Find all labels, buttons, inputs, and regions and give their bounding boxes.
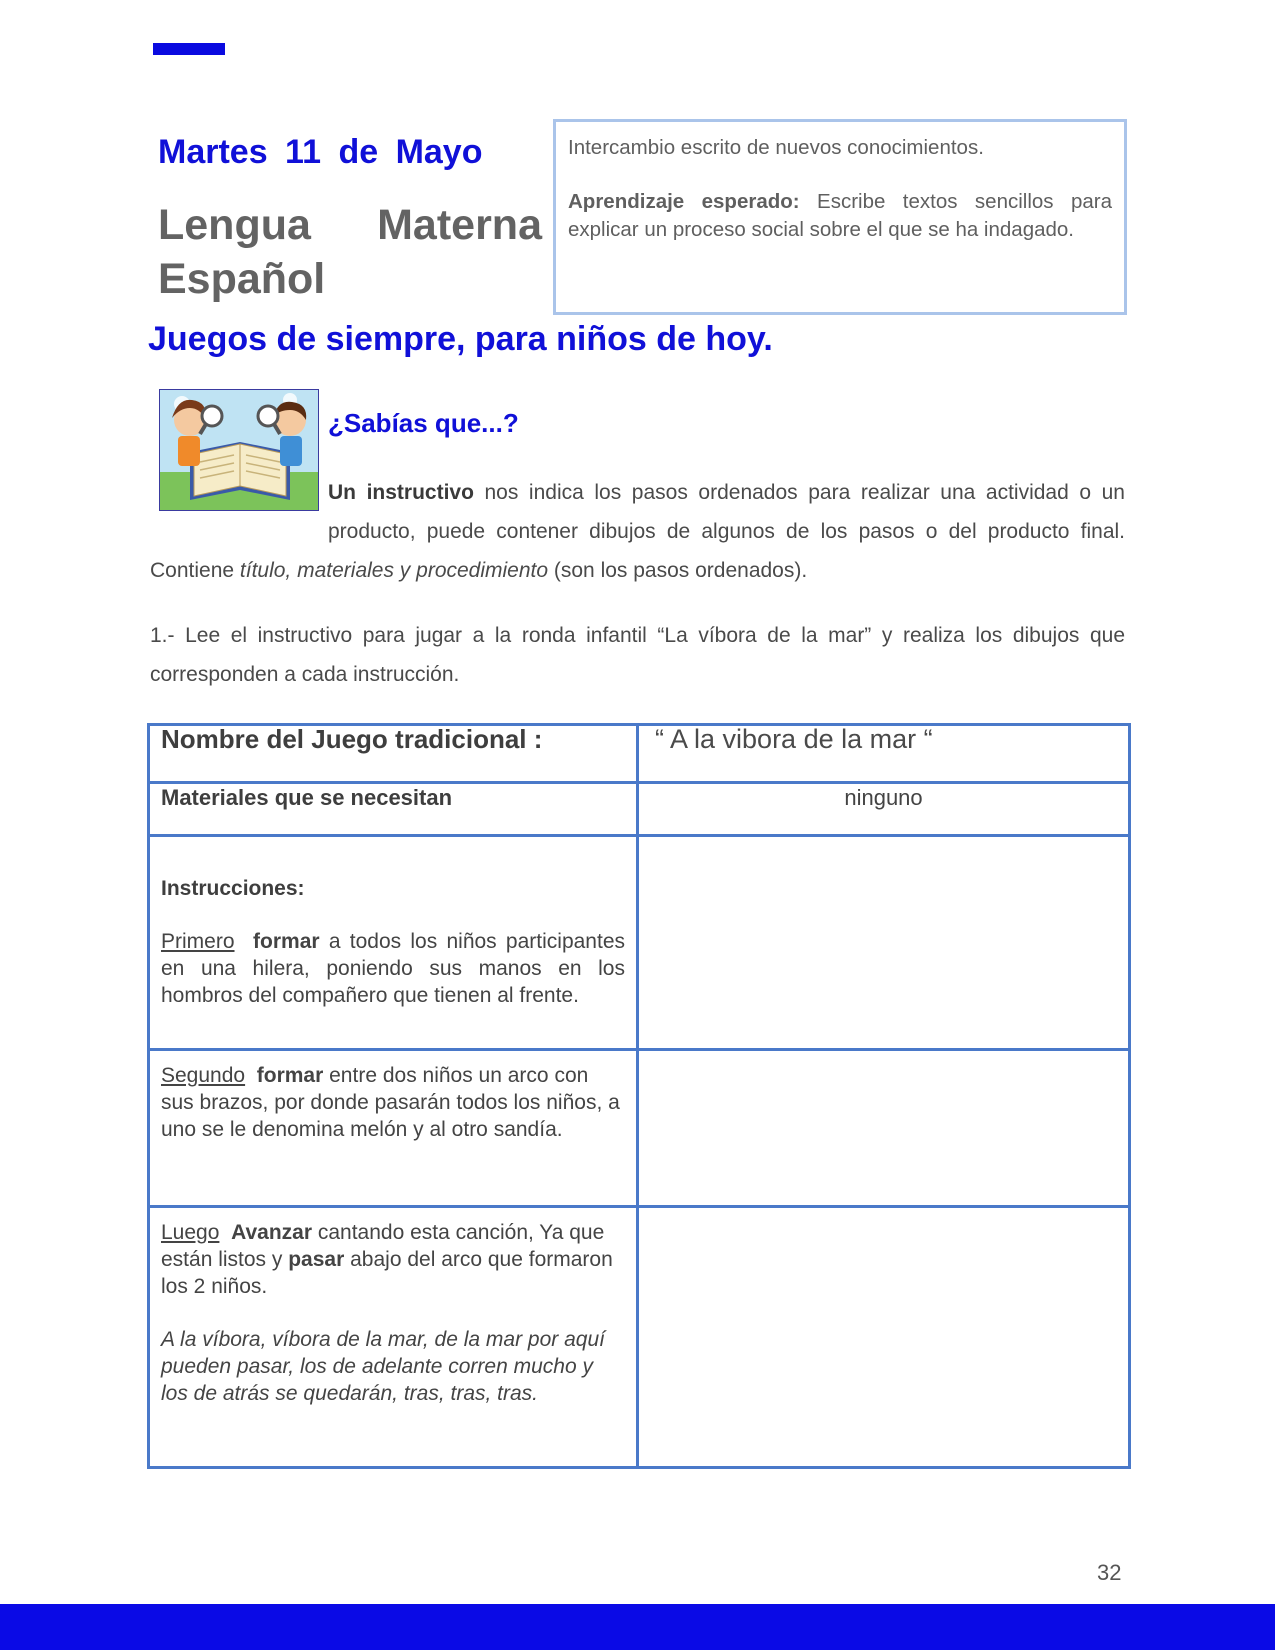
- definition-line-3-pre: Contiene: [150, 559, 240, 582]
- materials-value: ninguno: [638, 783, 1130, 836]
- table-row-step-3: [149, 1207, 1130, 1468]
- step-1-verb: formar: [253, 930, 320, 953]
- step-1-cell: [149, 836, 638, 1050]
- step-2-cell: [149, 1050, 638, 1207]
- step-3-verb-2: pasar: [288, 1248, 345, 1271]
- step-3-word: Luego: [161, 1221, 220, 1244]
- step-1-word: Primero: [161, 930, 235, 953]
- game-name-label: Nombre del Juego tradicional :: [149, 725, 638, 783]
- step-1-text: [161, 928, 625, 1009]
- step-3-description-b: abajo del arco que formaron los 2 niños.: [161, 1248, 613, 1298]
- step-3-verb: Avanzar: [231, 1221, 313, 1244]
- definition-line-2: producto, puede contener dibujos de algunos de los pasos o del producto final.: [328, 520, 1125, 543]
- instructivo-definition: [150, 473, 1125, 590]
- table-row-step-1: [149, 836, 1130, 1050]
- did-you-know-heading: ¿Sabías que...?: [328, 408, 519, 438]
- definition-term: Un instructivo: [328, 481, 474, 504]
- subject-word-espanol: Español: [158, 255, 326, 303]
- step-2-text: [161, 1062, 625, 1143]
- subject-title: [158, 198, 542, 306]
- subject-word-materna: Materna: [377, 201, 542, 249]
- expected-learning-text: Escribe textos sencillos para explicar un proceso social sobre el que se ha indagado.: [568, 190, 1112, 241]
- lesson-title: Juegos de siempre, para niños de hoy.: [148, 320, 773, 358]
- definition-line-1: [150, 473, 1125, 512]
- definition-parts: título, materiales y procedimiento: [239, 559, 549, 582]
- game-name-value: “ A la vibora de la mar “: [638, 725, 1130, 783]
- materials-label: Materiales que se necesitan: [149, 783, 638, 836]
- expected-learning-label: Aprendizaje esperado:: [568, 190, 800, 213]
- instructions-label: Instrucciones:: [161, 877, 305, 900]
- table-row-step-2: [149, 1050, 1130, 1207]
- definition-line-1-text: nos indica los pasos ordenados para realizar una actividad o un: [473, 481, 1125, 504]
- table-row-materials: [149, 783, 1130, 836]
- step-3-cell: [149, 1207, 638, 1468]
- step-1-drawing-area[interactable]: [638, 836, 1130, 1050]
- game-instructions-table: [147, 723, 1131, 1469]
- subject-word-lengua: Lengua: [158, 201, 311, 249]
- step-1-description: a todos los niños participantes en una hilera, poniendo sus manos en los hombros del compañero que tienen al frente.: [161, 930, 626, 1007]
- objective-intro: Intercambio escrito de nuevos conocimientos.: [568, 136, 984, 159]
- definition-line-3-post: (son los pasos ordenados).: [548, 559, 808, 582]
- task-instruction: 1.- Lee el instructivo para jugar a la ronda infantil “La víbora de la mar” y realiza los dibujos que corresponden a cada instrucción.: [150, 624, 1125, 686]
- expected-learning: [568, 188, 1112, 244]
- step-3-drawing-area[interactable]: [638, 1207, 1130, 1468]
- step-3-text: [161, 1219, 625, 1300]
- step-2-drawing-area[interactable]: [638, 1050, 1130, 1207]
- step-3-description-a: cantando esta canción, Ya que están listos y: [161, 1221, 605, 1271]
- step-2-word: Segundo: [161, 1064, 246, 1087]
- table-row-name: [149, 725, 1130, 783]
- song-lyrics: A la víbora, víbora de la mar, de la mar por aquí pueden pasar, los de adelante corren mucho y los de atrás se quedarán, tras, tras, tras.: [161, 1328, 605, 1405]
- step-2-description: entre dos niños un arco con sus brazos, por donde pasarán todos los niños, a uno se le denomina melón y al otro sandía.: [161, 1064, 620, 1141]
- step-2-verb: formar: [256, 1064, 324, 1087]
- lesson-date: Martes 11 de Mayo: [158, 133, 483, 171]
- definition-line-3: [150, 551, 1125, 590]
- page-number: 32: [1097, 1560, 1122, 1585]
- bottom-accent-bar: [0, 1604, 1275, 1650]
- learning-objective-box: [553, 119, 1127, 315]
- top-accent-bar: [153, 43, 225, 55]
